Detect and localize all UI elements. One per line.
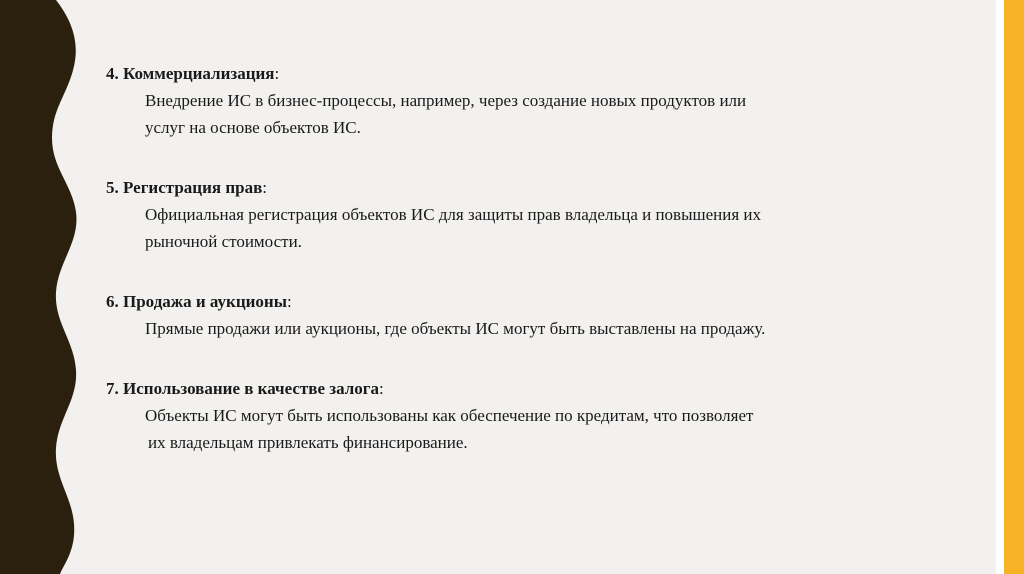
item-description-line: рыночной стоимости. [145, 232, 302, 251]
wave-band-shape [0, 0, 76, 574]
list-item-commercialization [106, 60, 966, 141]
list-item-sales-auctions [106, 288, 966, 342]
item-title: 6. Продажа и аукционы [106, 292, 287, 311]
item-heading [106, 288, 966, 315]
item-title-colon: : [262, 178, 267, 197]
list-item-collateral-use [106, 375, 966, 456]
item-title: 5. Регистрация прав [106, 178, 263, 197]
item-description-line: Объекты ИС могут быть использованы как обеспечение по кредитам, что позволяет [145, 406, 754, 425]
item-title-colon: : [378, 379, 384, 398]
item-description-line: Официальная регистрация объектов ИС для защиты прав владельца и повышения их [145, 205, 762, 224]
item-description-line: Внедрение ИС в бизнес-процессы, например, через создание новых продуктов или [145, 91, 747, 110]
item-description-line: их владельцам привлекать финансирование. [148, 433, 468, 452]
item-heading [106, 60, 966, 87]
item-heading [106, 375, 966, 402]
content-list [106, 60, 966, 456]
right-accent-bar-highlight [996, 0, 1004, 574]
item-title-colon: : [274, 64, 280, 83]
item-title: 4. Коммерциализация [106, 64, 275, 83]
item-heading [106, 174, 966, 201]
item-description-line: Прямые продажи или аукционы, где объекты ИС могут быть выставлены на продажу. [145, 319, 766, 338]
right-accent-bar [1004, 0, 1024, 574]
item-description-line: услуг на основе объектов ИС. [145, 118, 361, 137]
left-decorative-wave-band [0, 0, 90, 574]
item-title: 7. Использование в качестве залога [106, 379, 379, 398]
item-title-colon: : [287, 292, 292, 311]
list-item-rights-registration [106, 174, 966, 255]
